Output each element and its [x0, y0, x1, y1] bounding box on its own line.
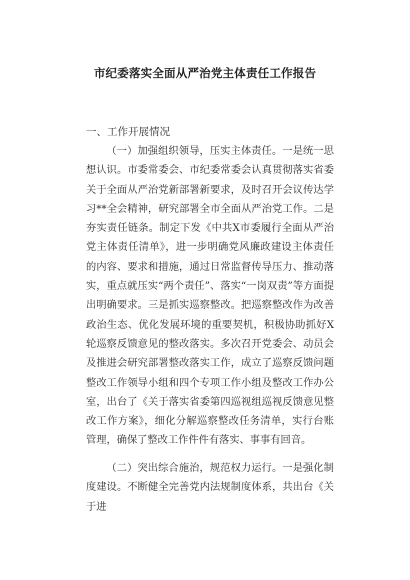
body-paragraph: （一）加强组织领导，压实主体责任。一是统一思想认识。市委常委会、市纪委常委会认真贯彻落实省委关于全面从严治党新部署新要求，及时召开会议传达学习**全会精神，研究部署全市全面从严治党工作。二是夯实责任链条。制定下发《中共X市委履行全面从严治党主体责任清单》，进一步明确党风廉政建设主体责任的内容、要求和措施，通过日常监督传导压力、推动落实，重点就压实“两个责任”、落实“一岗双责”等方面提出明确要求。三是抓实巡察整改。把巡察整改作为改善政治生态、优化发展环境的重要契机，积极协助抓好X轮巡察反馈意见的整改落实。多次召开党委会、动员会及推进会研究部署整改落实工作，成立了巡察反馈问题整改工作领导小组和四个专项工作小组及整改工作办公室，出台了《关于落实省委第四巡视组巡视反馈意见整改工作方案》，细化分解巡察整改任务清单，实行台账管理，确保了整改工作件件有落实、事事有回音。 — [86, 146, 334, 447]
body-paragraph: （二）突出综合施治，规范权力运行。一是强化制度建设。不断健全完善党内法规制度体系，共出台《关于进 — [86, 463, 334, 513]
document-title: 市纪委落实全面从严治党主体责任工作报告 — [93, 66, 317, 80]
section-heading: 一、工作开展情况 — [86, 126, 170, 138]
